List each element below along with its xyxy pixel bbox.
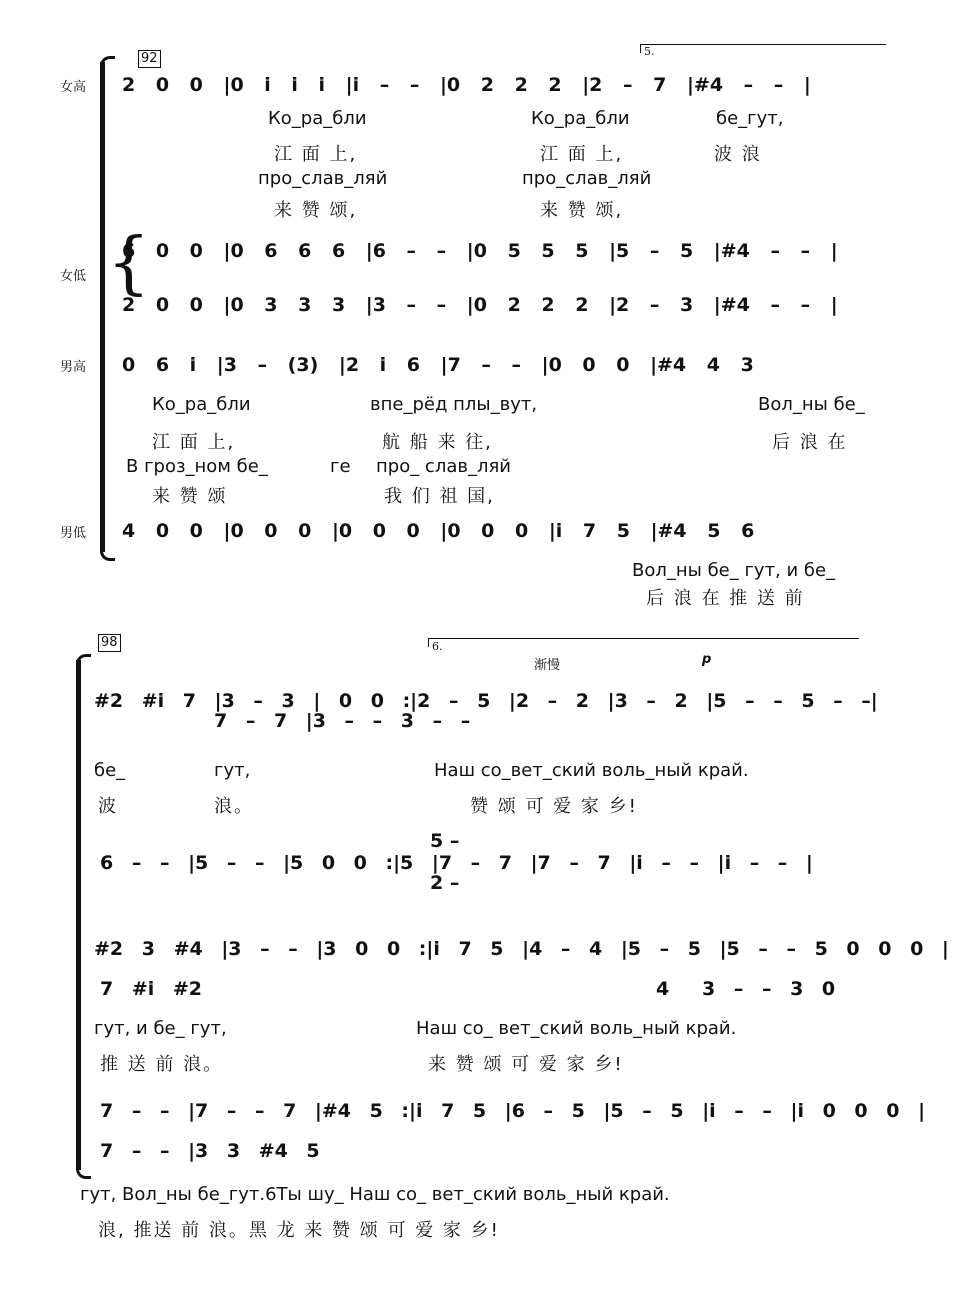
alto-notes-upper: 6 0 0 |0 6 6 6 |6 – – |0 5 5 5 |5 – 5 |#4 – – | [122, 240, 838, 262]
part-label-soprano: 女高 [60, 80, 87, 95]
alto-notes-lower: 2 0 0 |0 3 3 3 |3 – – |0 2 2 2 |2 – 3 |#4 – – | [122, 294, 838, 316]
soprano-lyric-zh: 江 面 上, [274, 144, 358, 165]
tenor-lyric-ru: впе_рёд плы_вут, [370, 394, 538, 415]
volta-bracket [428, 638, 859, 647]
bracket-cap-top [100, 56, 115, 69]
tenor-small-note: 4 [656, 978, 670, 1000]
tenor-lyric-ru: ге [330, 456, 351, 477]
soprano-lyric-zh: 波 浪 [714, 144, 762, 165]
soprano-lyric-ru: про_слав_ляй [522, 168, 652, 189]
soprano-notes: 2 0 0 |0 i i i |i – – |0 2 2 2 |2 – 7 |#4 – – | [122, 74, 811, 96]
tenor-lyric-ru: Вол_ны бе_ [758, 394, 865, 415]
bass-notes-lower: 7 – – |3 3 #4 5 [100, 1140, 320, 1162]
tenor-lyric-zh: 航 船 来 往, [382, 432, 493, 453]
soprano-lyric-ru: гут, [214, 760, 251, 781]
soprano-lyric-ru: бе_ [94, 760, 126, 781]
bass-notes: 4 0 0 |0 0 0 |0 0 0 |0 0 0 |i 7 5 |#4 5 6 [122, 520, 755, 542]
rehearsal-mark: 92 [138, 50, 161, 68]
part-label-tenor: 男高 [60, 360, 87, 375]
soprano-lyric-ru: про_слав_ляй [258, 168, 388, 189]
soprano-lyric-zh: 来 赞 颂, [540, 200, 624, 221]
alto-split-top: 5 – [430, 830, 460, 852]
bass-lyric-zh: 浪, 推送 前 浪。黑 龙 来 赞 颂 可 爱 家 乡! [98, 1220, 500, 1241]
bass-lyric-ru: Вол_ны бе_ гут, и бе_ [632, 560, 836, 581]
soprano-lyric-zh: 波 [98, 796, 118, 817]
part-label-alto: 女低 [60, 269, 87, 284]
alto-notes: 6 – – |5 – – |5 0 0 :|5 |7 – 7 |7 – 7 |i – – |i – – | [100, 852, 813, 874]
soprano-lyric-zh: 来 赞 颂, [274, 200, 358, 221]
tenor-lyric-ru: В гроз_ном бе_ [126, 456, 268, 477]
soprano-lyric-ru: Наш со_вет_ский воль_ный край. [434, 760, 749, 781]
rehearsal-mark: 98 [98, 634, 121, 652]
tenor-lyric-ru: про_ слав_ляй [376, 456, 511, 477]
soprano-notes: #2 #i 7 |3 – 3 | 0 0 :|2 – 5 |2 – 2 |3 – 2 |5 – – 5 – –| [94, 690, 878, 712]
tenor-lyric-zh: 我 们 祖 国, [384, 486, 495, 507]
tenor-lyric-ru: Наш со_ вет_ский воль_ный край. [416, 1018, 737, 1039]
tenor-lyric-zh: 江 面 上, [152, 432, 236, 453]
tenor-lyric-ru: гут, и бе_ гут, [94, 1018, 227, 1039]
volta-number: 5. [644, 45, 655, 58]
tenor-lyric-zh: 后 浪 在 [772, 432, 848, 453]
tenor-notes-lower: 7 #i #2 [100, 978, 203, 1000]
volta-bracket [640, 44, 886, 53]
alto-brace: { [107, 224, 151, 303]
soprano-lyric-zh: 赞 颂 可 爱 家 乡! [470, 796, 638, 817]
tenor-lyric-zh: 推 送 前 浪。 [100, 1054, 224, 1075]
soprano-lyric-ru: Ко_ра_бли [268, 108, 367, 129]
tempo-marking: 渐慢 [534, 658, 561, 673]
bass-lyric-zh: 后 浪 在 推 送 前 [646, 588, 805, 609]
bracket-cap-top [76, 654, 91, 667]
soprano-lyric-zh: 浪。 [214, 796, 254, 817]
system-bracket [100, 62, 105, 552]
dynamic-marking: p [702, 652, 712, 667]
system-bracket [76, 660, 81, 1170]
volta-number: 6. [432, 640, 443, 653]
tenor-notes: 0 6 i |3 – (3) |2 i 6 |7 – – |0 0 0 |#4 4 3 [122, 354, 754, 376]
part-label-bass: 男低 [60, 526, 87, 541]
tenor-notes: #2 3 #4 |3 – – |3 0 0 :|i 7 5 |4 – 4 |5 – 5 |5 – – 5 0 0 0 | [94, 938, 949, 960]
tenor-lyric-zh: 来 赞 颂 可 爱 家 乡! [428, 1054, 624, 1075]
soprano-notes-lower: 7 – 7 |3 – – 3 – – [214, 710, 471, 732]
soprano-lyric-zh: 江 面 上, [540, 144, 624, 165]
tenor-notes-lower: 3 – – 3 0 [702, 978, 836, 1000]
bass-notes: 7 – – |7 – – 7 |#4 5 :|i 7 5 |6 – 5 |5 – 5 |i – – |i 0 0 0 | [100, 1100, 926, 1122]
tenor-lyric-ru: Ко_ра_бли [152, 394, 251, 415]
alto-split-bottom: 2 – [430, 872, 460, 894]
soprano-lyric-ru: Ко_ра_бли [531, 108, 630, 129]
bracket-cap-bottom [100, 548, 115, 561]
tenor-lyric-zh: 来 赞 颂 [152, 486, 228, 507]
bracket-cap-bottom [76, 1166, 91, 1179]
bass-lyric-ru: гут, Вол_ны бе_гут.6Ты шу_ Наш со_ вет_ский воль_ный край. [80, 1184, 670, 1205]
soprano-lyric-ru: бе_гут, [716, 108, 784, 129]
